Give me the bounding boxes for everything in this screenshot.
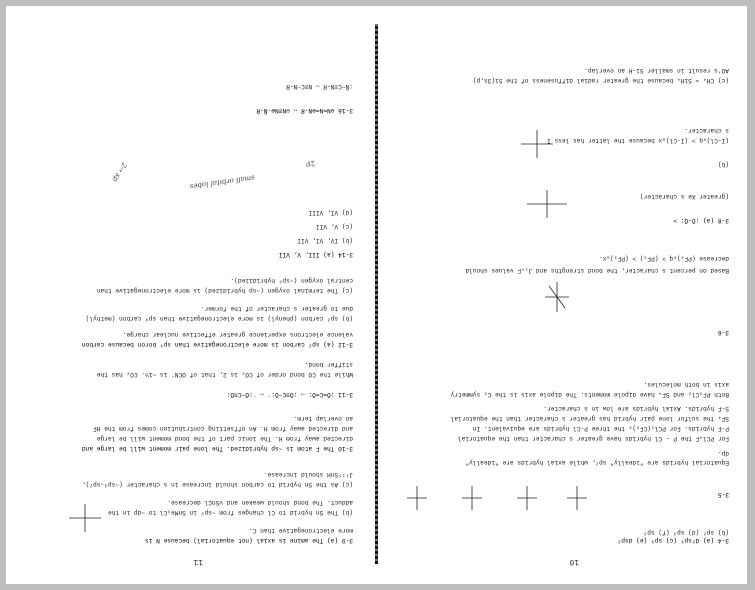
text-line: 3-10 The F atom is ~sp hybridized. The lone pair moment will be large and xyxy=(81,445,353,452)
text-line: 3-16 ⊖N=N=⊕N-R ↔ ⊖N≡N⊕-Ñ-R xyxy=(256,107,353,114)
structure-diagram-3-6 xyxy=(527,272,587,322)
text-line: 3-9 (a) The amine is axial (not equatorial) because N is xyxy=(145,537,353,544)
text-line: For PCl₄F the P - Cl hybrids have greater s character than the equatorial xyxy=(457,435,729,442)
text-line: axis in both molecules. xyxy=(643,381,729,388)
text-line: Both PF₃Cl₂ and SF₄ have dipole moments. The dipole axis is the C₂ symmetry xyxy=(450,391,729,398)
structure-diagram-icl xyxy=(507,124,567,164)
text-line: (b) The Sn hybrid to Cl changes from ~sp³ in SnMe₃Cl to ~dp in the xyxy=(107,509,353,516)
handwritten-note-3: 2→ sp xyxy=(111,161,129,183)
text-line: ao overlap term. xyxy=(293,415,353,422)
handwritten-note-2: 2p xyxy=(304,158,317,170)
text-line: 3-8 (a) :Ö-Ö: > xyxy=(673,217,729,224)
text-line: and directed away from H. An offsetting contribution comes from the HF xyxy=(93,425,353,432)
text-line: Based on percent s character, the bond strengths and J₁₉F values should xyxy=(465,267,729,274)
text-line: s character. xyxy=(684,127,729,134)
text-line: more electronegative than C. xyxy=(249,527,353,534)
text-line: S-F hybrids. Axial hybrids are low in s character. xyxy=(543,405,729,412)
text-line: J¹¹⁹SnH should increase. xyxy=(263,471,353,478)
text-line: SF₄ the sulfur lone pair hybrid has greater s character than the equatorial xyxy=(450,415,729,422)
text-line: 3-14 (a) III, V, VII xyxy=(278,251,353,258)
text-line: (b) sp² carbon (phenyl) is more electronegative than sp³ carbon (methyl) xyxy=(85,315,353,322)
text-line: decrease (PF₃)ₑq > (PF₃) > (PF₃)ₐx. xyxy=(599,255,729,262)
text-line: valence electrons experience greater effective nuclear charge. xyxy=(122,331,353,338)
text-line: (c) The terminal oxygen (~sp hybridized) is more electronegative than xyxy=(96,287,353,294)
text-line: 3-5 xyxy=(717,491,729,498)
text-line: (c) As the Sn hybrid to carbon should increase in s character (~sp³→sp²), xyxy=(81,481,353,488)
structure-diagram-3-9 xyxy=(55,498,115,538)
text-line: 3-12 (a) sp² carbon is more electronegative than sp³ boron because carbon xyxy=(81,341,353,348)
handwritten-note-1: small orbital lobes xyxy=(189,173,256,191)
text-line: 3-11 :Ö=C=Ö: ↔ :Ö≡C−Ö:⁻ ↔ ⁻:Ö−C≡Ö: xyxy=(226,391,353,398)
text-line: Equatorial hybrids are "ideally" sp², while axial hybrids are "ideally" xyxy=(465,459,729,466)
text-line: stiffer bond. xyxy=(304,361,353,368)
structure-diagrams-3-5 xyxy=(397,468,597,528)
text-line: central oxygen (~sp² hybridized). xyxy=(230,277,353,284)
text-line: (d) VI, VIII xyxy=(308,209,353,216)
text-line: (c) CH₄ ≈ SiH₄ because the greater radial diffuseness of the Si(3s,p) xyxy=(472,77,729,84)
page-binding xyxy=(375,24,378,564)
text-line: :Ñ−C≡N-R ↔ N≡C−N-R xyxy=(286,83,353,90)
text-line: adduct. The bond should weaken and νSnCl decrease. xyxy=(167,499,353,506)
page-number: 11 xyxy=(193,557,203,566)
text-line: (b) xyxy=(717,161,729,168)
text-line: dp. xyxy=(717,450,729,457)
rotated-scan xyxy=(6,6,747,584)
text-line: (greater Xe s character) xyxy=(639,193,729,200)
page-number: 10 xyxy=(569,557,579,566)
text-line: (b) sp² (d) sp³ (f) sp³ xyxy=(643,529,729,536)
text-line: (I-Cl)ₑq > (I-Cl)ₐx because the latter has less I xyxy=(547,137,729,144)
scanned-sheet xyxy=(6,6,747,584)
structure-diagram-3-8 xyxy=(517,184,577,224)
text-line: 3-6 xyxy=(717,329,729,336)
text-line: directed away from H. The ionic part of the bond moment will be large xyxy=(96,435,353,442)
text-line: AO's result in smaller Si-H ao overlap. xyxy=(584,67,729,74)
text-line: 3-4 (a) d²sp³ (c) sp³ (e) dsp³ xyxy=(617,537,729,544)
text-line: (c) V, VII xyxy=(315,223,353,230)
text-line: (b) IV, VI, VII xyxy=(297,237,353,244)
text-line: due to greater s character of the former. xyxy=(200,305,353,312)
text-line: While the CO bond order of CO₂ is 2, that of OCN⁻ is ~1½. CO₂ has the xyxy=(96,371,353,378)
text-line: P-F hybrids. For PCl₂(CF₃)₃ the three P-Cl hybrids are equivalent. In xyxy=(472,425,729,432)
page-11 xyxy=(6,6,375,584)
page-10 xyxy=(377,6,747,584)
